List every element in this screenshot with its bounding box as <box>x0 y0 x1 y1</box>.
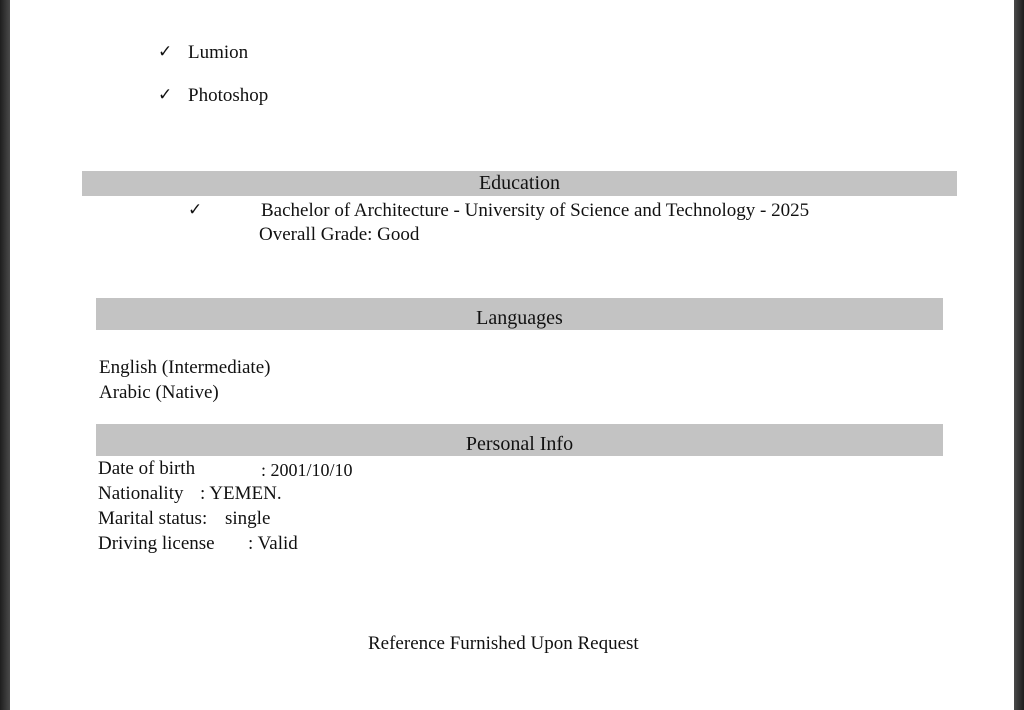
education-grade: Overall Grade: Good <box>259 224 420 245</box>
checkmark-icon: ✓ <box>158 85 173 105</box>
section-title: Languages <box>476 307 563 329</box>
info-label-driving-license: Driving license <box>98 533 215 554</box>
info-label-nationality: Nationality <box>98 483 184 504</box>
info-label-marital-status: Marital status: <box>98 508 208 529</box>
info-value-driving-license: : Valid <box>248 533 298 554</box>
reference-note: Reference Furnished Upon Request <box>368 633 639 654</box>
info-value-date-of-birth: : 2001/10/10 <box>261 460 353 480</box>
section-title: Education <box>478 172 561 194</box>
section-header-languages <box>96 298 943 330</box>
skill-item-lumion: Lumion <box>188 42 249 63</box>
language-item: Arabic (Native) <box>99 382 219 403</box>
info-value-nationality: : YEMEN. <box>200 483 282 504</box>
checkmark-icon: ✓ <box>158 42 173 62</box>
skill-item-photoshop: Photoshop <box>188 85 269 106</box>
section-header-personal-info <box>96 424 943 456</box>
info-label-date-of-birth: Date of birth <box>98 458 196 479</box>
window-left-edge <box>0 0 10 710</box>
section-header-education <box>82 171 957 196</box>
document-page <box>10 0 1014 710</box>
checkmark-icon: ✓ <box>188 200 203 220</box>
education-degree: Bachelor of Architecture - University of Science and Technology - 2025 <box>261 200 810 221</box>
section-title: Personal Info <box>465 433 574 455</box>
language-item: English (Intermediate) <box>99 357 271 378</box>
window-right-edge <box>1014 0 1024 710</box>
info-value-marital-status: single <box>225 508 271 529</box>
